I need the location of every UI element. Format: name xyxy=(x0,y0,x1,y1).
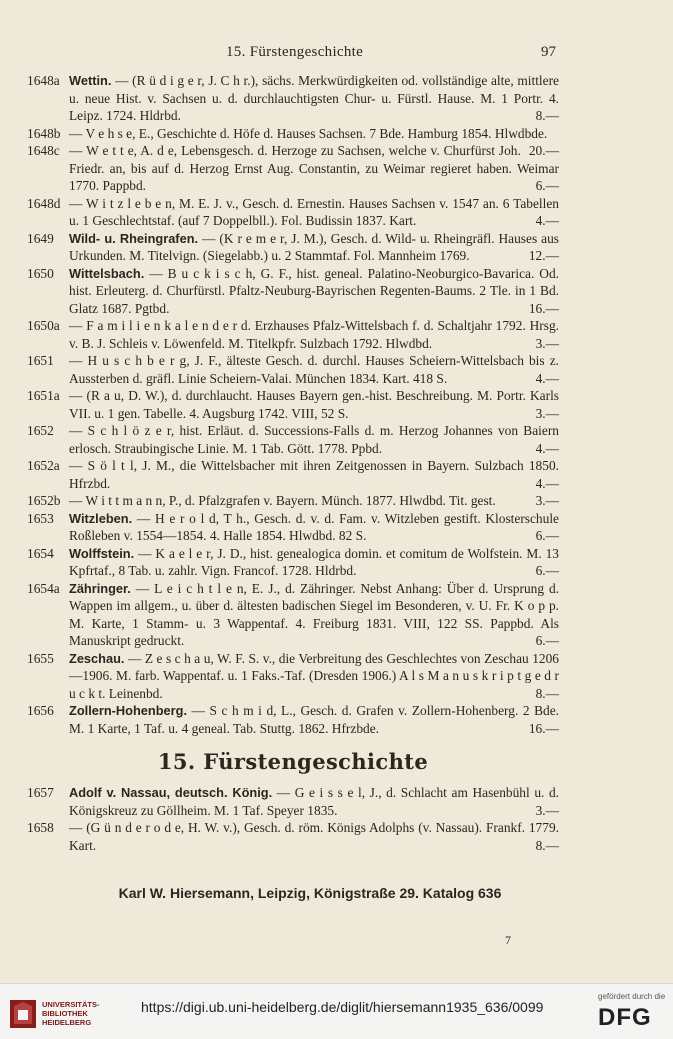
entry-heading: Wettin. xyxy=(69,73,112,88)
entry-number: 1653 xyxy=(27,510,54,526)
catalog-entry xyxy=(27,580,559,650)
catalog-entry xyxy=(27,510,559,545)
entry-price: 4.— xyxy=(535,370,559,386)
entry-number: 1655 xyxy=(27,650,54,666)
catalog-entry xyxy=(27,72,559,125)
entry-heading: Witzleben. xyxy=(69,510,133,526)
catalog-entry xyxy=(27,650,559,703)
entry-price: 6.— xyxy=(535,563,559,578)
entry-number: 1651 xyxy=(27,353,54,368)
entry-price: 6.— xyxy=(535,178,559,193)
catalog-entry xyxy=(27,265,559,318)
entry-text: — (K r e m e r, J. M.), Gesch. d. Wild- u. Rheingräfl. Hauses aus Urkunden. M. Titelvign. (Siegelabb.) u. 2 Stammtaf. Fol. Mannheim 1769. xyxy=(69,230,559,263)
viewer-footer xyxy=(0,983,673,1039)
entry-price: 3.— xyxy=(535,405,559,421)
entry-text: — G e i s s e l, J., d. Schlacht am Hasenbühl u. d. Königskreuz zu Göllheim. M. 1 Taf. Speyer 1835. xyxy=(69,785,559,818)
entry-heading: Wild- u. Rheingrafen. xyxy=(69,230,199,246)
section-heading: 15. Fürstengeschichte xyxy=(157,749,429,774)
running-head xyxy=(0,44,673,64)
entry-text: — W i t t m a n n, P., d. Pfalzgrafen v. Bayern. Münch. 1877. Hlwdbd. Tit. gest. xyxy=(69,493,496,508)
entry-heading: Zeschau. xyxy=(69,650,125,666)
entry-heading: Wittelsbach. xyxy=(69,265,145,281)
entry-text: — H u s c h b e r g, J. F., älteste Gesch. d. durchl. Hauses Scheiern-Wittelsbach bis z. Aussterben d. gräfl. Linie Scheiern-Valai. München 1834. Kart. 418 S. xyxy=(69,353,559,386)
entry-number: 1652b xyxy=(27,493,61,508)
entry-heading: Zähringer. xyxy=(69,580,131,596)
entry-text: — (R ü d i g e r, J. C h r.), sächs. Merkwürdigkeiten od. vollständige alte, mittlere u. neue Hist. v. Sachsen u. d. durchlauchtigsten Chur- u. Fürstl. Hause. M. 1 Portr. 4. Leipz. 1724. Hldrbd. xyxy=(69,73,559,123)
entry-price: 4.— xyxy=(535,213,559,228)
catalog-entry xyxy=(27,422,559,457)
entry-number: 1648d xyxy=(27,195,61,211)
catalog-entry xyxy=(27,492,559,510)
catalog-entry xyxy=(27,819,559,854)
entry-text: — V e h s e, E., Geschichte d. Höfe d. Hauses Sachsen. 7 Bde. Hamburg 1854. Hlwdbde. xyxy=(69,125,548,141)
catalog-entry xyxy=(27,352,559,387)
page-number: 97 xyxy=(541,44,556,60)
running-head-title: 15. Fürstengeschichte xyxy=(226,44,364,60)
entry-heading: Wolffstein. xyxy=(69,545,135,561)
entry-price: 4.— xyxy=(535,440,559,456)
entry-text: — Z e s c h a u, W. F. S. v., die Verbreitung des Geschlechtes von Zeschau 1206—1906. M. farb. Wappentaf. u. 1 Faks.-Taf. (Dresden 1906.) A l s M a n u s k r i p t g e d r u c k t. Leinenbd. xyxy=(69,650,559,701)
entries-list-a xyxy=(27,72,559,737)
entry-text: — S c h l ö z e r, hist. Erläut. d. Successions-Falls d. m. Herzog Johannes von Baiern erlosch. Straubingische Linie. M. 1 Tab. Gött. 1778. Ppbd. xyxy=(69,423,559,456)
entry-text: — H e r o l d, T h., Gesch. d. v. d. Fam. v. Witzleben gestift. Klosterschule Roßleben v. 1554—1854. 4. Halle 1854. Hlwdbd. 82 S. xyxy=(69,510,559,543)
entry-number: 1650 xyxy=(27,265,54,281)
entry-price: 16.— xyxy=(528,300,559,316)
entry-number: 1648c xyxy=(27,143,60,158)
catalog-entry xyxy=(27,142,559,195)
catalog-entry xyxy=(27,195,559,230)
entry-price: 3.— xyxy=(535,335,559,351)
catalog-entry xyxy=(27,457,559,492)
entry-text: — (G ü n d e r o d e, H. W. v.), Gesch. d. röm. Königs Adolphs (v. Nassau). Frankf. 1779. Kart. xyxy=(69,820,559,853)
entry-number: 1654 xyxy=(27,545,54,561)
entry-price: 8.— xyxy=(535,108,559,123)
entry-price: 6.— xyxy=(535,633,559,648)
entry-text: — S c h m i d, L., Gesch. d. Grafen v. Zollern-Hohenberg. 2 Bde. M. 1 Karte, 1 Taf. u. 4 geneal. Tab. Stuttg. 1862. Hfrzbde. xyxy=(69,703,559,736)
catalog-entry xyxy=(27,317,559,352)
entries-list-b xyxy=(27,784,559,854)
entry-price: 16.— xyxy=(528,720,559,736)
dfg-logo[interactable]: DFG xyxy=(598,1004,652,1031)
entry-number: 1658 xyxy=(27,820,54,835)
entry-price: 3.— xyxy=(535,802,559,818)
entry-price: 8.— xyxy=(535,685,559,701)
catalog-entry xyxy=(27,702,559,737)
entry-price: 3.— xyxy=(535,493,559,508)
entry-text: — F a m i l i e n k a l e n d e r d. Erzhauses Pfalz-Wittelsbach f. d. Schaltjahr 1792. Hrsg. v. B. J. Schleis v. Löwenfeld. M. Titelkpfr. Sulzbach 1792. Hlwdbd. xyxy=(69,318,559,351)
entry-text: — S ö l t l, J. M., die Wittelsbacher mit ihren Zeitgenossen in Bayern. Sulzbach 1850. Hfrzbd. xyxy=(69,458,559,491)
library-name[interactable]: UNIVERSITÄTS- BIBLIOTHEK HEIDELBERG xyxy=(42,1000,100,1027)
catalog-body xyxy=(27,72,559,854)
publisher-line: Karl W. Hiersemann, Leipzig, Königstraße 29. Katalog 636 xyxy=(118,885,502,901)
funded-by-text: gefördert durch die xyxy=(598,992,666,1001)
signature-mark: 7 xyxy=(505,933,511,947)
entry-number: 1650a xyxy=(27,318,60,333)
entry-text: — W e t t e, A. d e, Lebensgesch. d. Herzoge zu Sachsen, welche v. Churfürst Joh. Friedr. an, bis auf d. Herzog Ernst Aug. Constantin, zu Weimar regieret haben. Weimar 1770. Pappbd. xyxy=(69,143,559,193)
entry-number: 1657 xyxy=(27,785,54,800)
entry-number: 1651a xyxy=(27,388,60,403)
entry-price: 8.— xyxy=(535,837,559,853)
entry-number: 1649 xyxy=(27,230,54,246)
entry-number: 1648b xyxy=(27,125,61,141)
catalog-entry xyxy=(27,545,559,580)
entry-price: 4.— xyxy=(535,475,559,491)
document-url-link[interactable]: https://digi.ub.uni-heidelberg.de/diglit/hiersemann1935_636/0099 xyxy=(141,999,544,1015)
entry-heading: Zollern-Hohenberg. xyxy=(69,703,188,718)
entry-price: 20.— xyxy=(528,143,559,158)
entry-number: 1648a xyxy=(27,73,60,88)
university-library-logo-icon[interactable] xyxy=(8,996,38,1030)
entry-price: 12.— xyxy=(528,248,559,263)
catalog-entry xyxy=(27,230,559,265)
entry-number: 1656 xyxy=(27,703,54,718)
entry-heading: Adolf v. Nassau, deutsch. König. xyxy=(69,785,273,800)
entry-price: 6.— xyxy=(535,528,559,543)
entry-text: — (R a u, D. W.), d. durchlaucht. Hauses Bayern gen.-hist. Beschreibung. M. Portr. Karls VII. u. 1 gen. Tabelle. 4. Augsburg 1742. VIII, 52 S. xyxy=(69,388,559,421)
entry-number: 1654a xyxy=(27,580,60,596)
catalog-entry xyxy=(27,387,559,422)
entry-text: — B u c k i s c h, G. F., hist. geneal. Palatino-Neoburgico-Bavarica. Od. hist. Erleuterg. d. Churfürstl. Pfaltz-Neuburg-Bayrischen Regenten-Baums. 2 Tle. in 1 Bd. Glatz 1687. Pgtbd. xyxy=(69,265,559,316)
entry-text: — W i t z l e b e n, M. E. J. v., Gesch. d. Ernestin. Hauses Sachsen v. 1547 an. 6 Tabellen u. 1 Geschlechtstaf. (auf 7 Doppelbll.). Fol. Budissin 1837. Kart. xyxy=(69,195,559,228)
entry-text: — K a e l e r, J. D., hist. genealogica domin. et comitum de Wolfstein. M. 13 Kpfrtaf., 8 Tab. u. zahlr. Vign. Francof. 1728. Hldrbd. xyxy=(69,545,559,578)
entry-number: 1652 xyxy=(27,423,54,438)
catalog-entry xyxy=(27,784,559,819)
entry-text: — L e i c h t l e n, E. J., d. Zähringer. Nebst Anhang: Über d. Ursprung d. Wappen im allgem., u. über d. ältesten badischen Siegel im Besonderen, v. U. Fr. K o p p. M. Karte, 1 Stamm- u. 3 Wappentaf. 4. Freiburg 1831. VIII, 122 SS. Pappbd. Als Manuskript gedruckt. xyxy=(69,580,559,648)
entry-number: 1652a xyxy=(27,458,60,473)
